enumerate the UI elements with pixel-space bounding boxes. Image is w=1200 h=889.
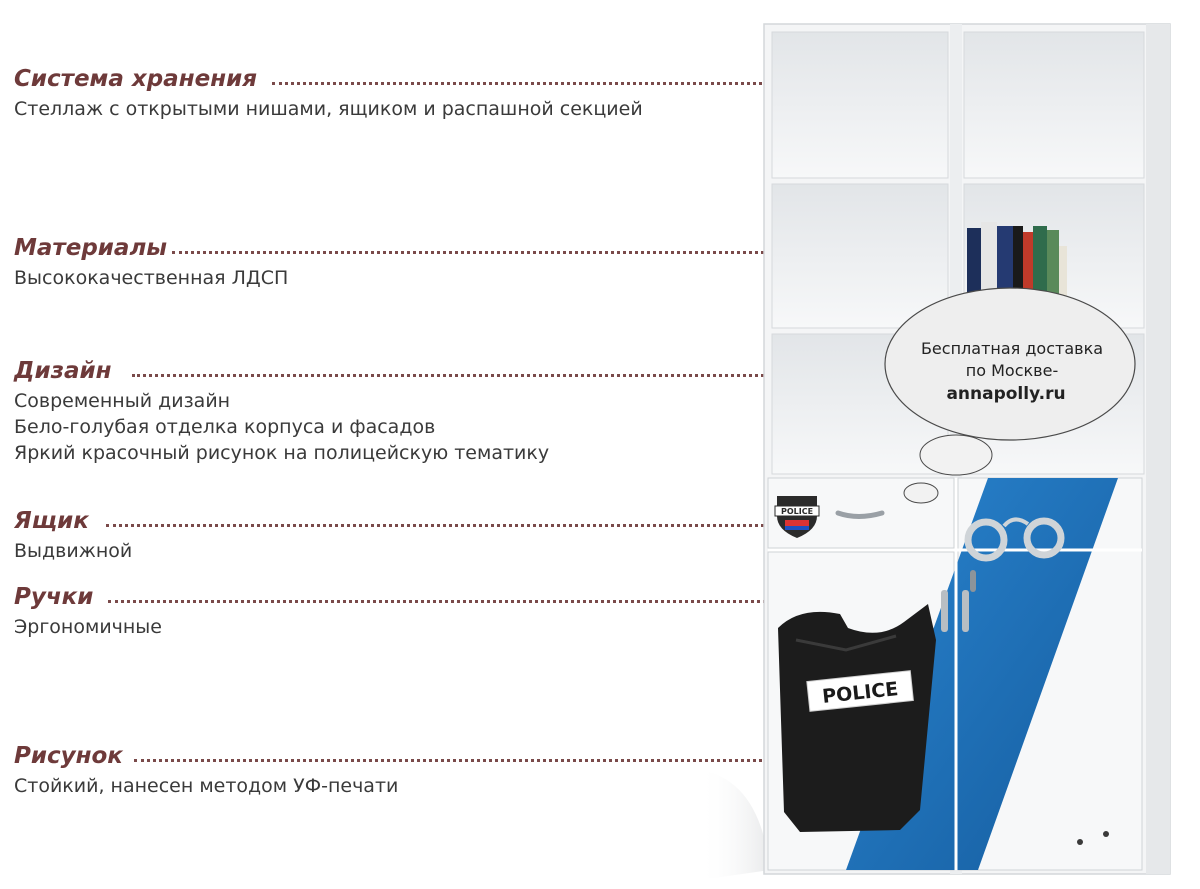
callout-handles-line-1: Эргономичные <box>14 616 163 638</box>
callout-materials-line-1: Высококачественная ЛДСП <box>14 267 289 289</box>
callout-materials-title: Материалы <box>14 235 168 261</box>
callout-drawer-line-1: Выдвижной <box>14 540 133 562</box>
delivery-line-1: Бесплатная доставка <box>920 339 1104 358</box>
vest-label: POLICE <box>821 678 900 708</box>
callout-storage-line-1: Стеллаж с открытыми нишами, ящиком и распашной секцией <box>14 98 643 120</box>
callout-design-line-1: Современный дизайн <box>14 390 231 412</box>
bubble-tail-small <box>904 483 938 503</box>
bubble-tail-medium <box>920 435 992 475</box>
callout-drawer-title: Ящик <box>14 508 89 534</box>
callout-design-title: Дизайн <box>14 358 112 384</box>
delivery-site: annapolly.ru <box>946 384 1066 404</box>
callout-handles-title: Ручки <box>14 584 94 610</box>
callout-print-line-1: Стойкий, нанесен методом УФ-печати <box>14 775 399 797</box>
floor-shadow <box>700 770 770 880</box>
callout-design-line-2: Бело-голубая отделка корпуса и фасадов <box>14 416 436 438</box>
callout-storage-title: Система хранения <box>14 66 257 92</box>
delivery-line-2: по Москве- <box>965 361 1059 380</box>
callout-print-title: Рисунок <box>14 743 123 769</box>
callout-design-line-3: Яркий красочный рисунок на полицейскую тематику <box>14 442 550 464</box>
badge-label: POLICE <box>780 507 814 516</box>
police-vest <box>778 604 936 832</box>
